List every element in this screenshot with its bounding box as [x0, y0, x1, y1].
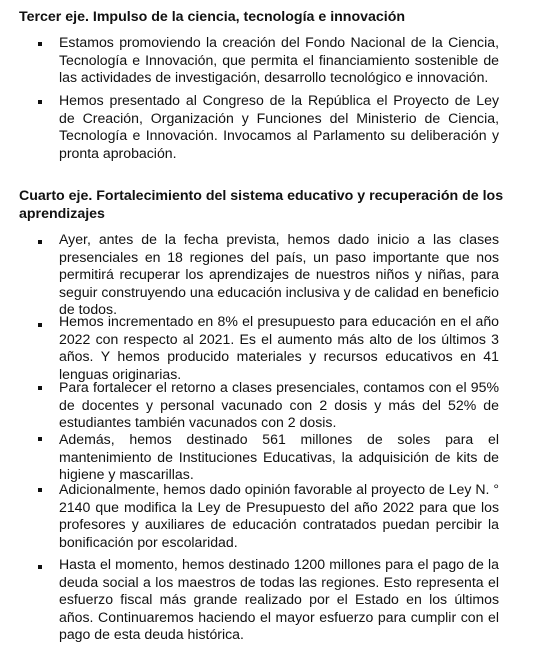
bullet-text: Adicionalmente, hemos dado opinión favorable al proyecto de Ley N. ° 2140 que modifica la Ley de Presupuesto del año 2022 para que los profesores y auxiliares de educación contratados puedan percibir la bonificación por escolaridad.: [59, 481, 499, 550]
bullet-marker: [38, 386, 42, 390]
section-heading-cuarto-eje: Cuarto eje. Fortalecimiento del sistema educativo y recuperación de los aprendizajes: [19, 188, 504, 222]
bullet-text: Ayer, antes de la fecha prevista, hemos dado inicio a las clases presenciales en 18 regiones del país, un paso importante que nos permitirá recuperar los aprendizajes de nuestros niños y niñas, para seguir construyendo una educación inclusiva y de calidad en beneficio de todos.: [59, 231, 499, 318]
bullet-text: Para fortalecer el retorno a clases presenciales, contamos con el 95% de docentes y personal vacunado con 2 dosis y más del 52% de estudiantes también vacunados con 2 dosis.: [59, 379, 499, 431]
bullet-text: Estamos promoviendo la creación del Fondo Nacional de la Ciencia, Tecnología e Innovación, que permita el financiamiento sostenible de las actividades de investigación, desarrollo tecnológico e innovación.: [59, 34, 499, 86]
bullet-marker: [38, 488, 42, 492]
bullet-text: Hasta el momento, hemos destinado 1200 millones para el pago de la deuda social a los maestros de todas las regiones. Esto representa el esfuerzo fiscal más grande realizado por el Estado en los últimos años. Continuaremos haciendo el mayor esfuerzo para cumplir con el pago de esta deuda histórica.: [59, 556, 499, 643]
bullet-marker: [38, 437, 42, 441]
bullet-marker: [38, 565, 42, 569]
section-heading-tercer-eje: Tercer eje. Impulso de la ciencia, tecnología e innovación: [19, 9, 406, 25]
bullet-marker: [38, 323, 42, 327]
bullet-marker: [38, 100, 42, 104]
bullet-marker: [38, 42, 42, 46]
bullet-text: Hemos incrementado en 8% el presupuesto para educación en el año 2022 con respecto al 2021. Es el aumento más alto de los últimos 3 años. Y hemos producido materiales y recursos educativos en 41 lenguas originarias.: [59, 313, 499, 382]
bullet-marker: [38, 240, 42, 244]
bullet-text: Hemos presentado al Congreso de la República el Proyecto de Ley de Creación, Organización y Funciones del Ministerio de Ciencia, Tecnología e Innovación. Invocamos al Parlamento su deliberación y pronta aprobación.: [59, 92, 499, 161]
bullet-text: Además, hemos destinado 561 millones de soles para el mantenimiento de Instituciones Educativas, la adquisición de kits de higiene y mascarillas.: [59, 431, 499, 483]
